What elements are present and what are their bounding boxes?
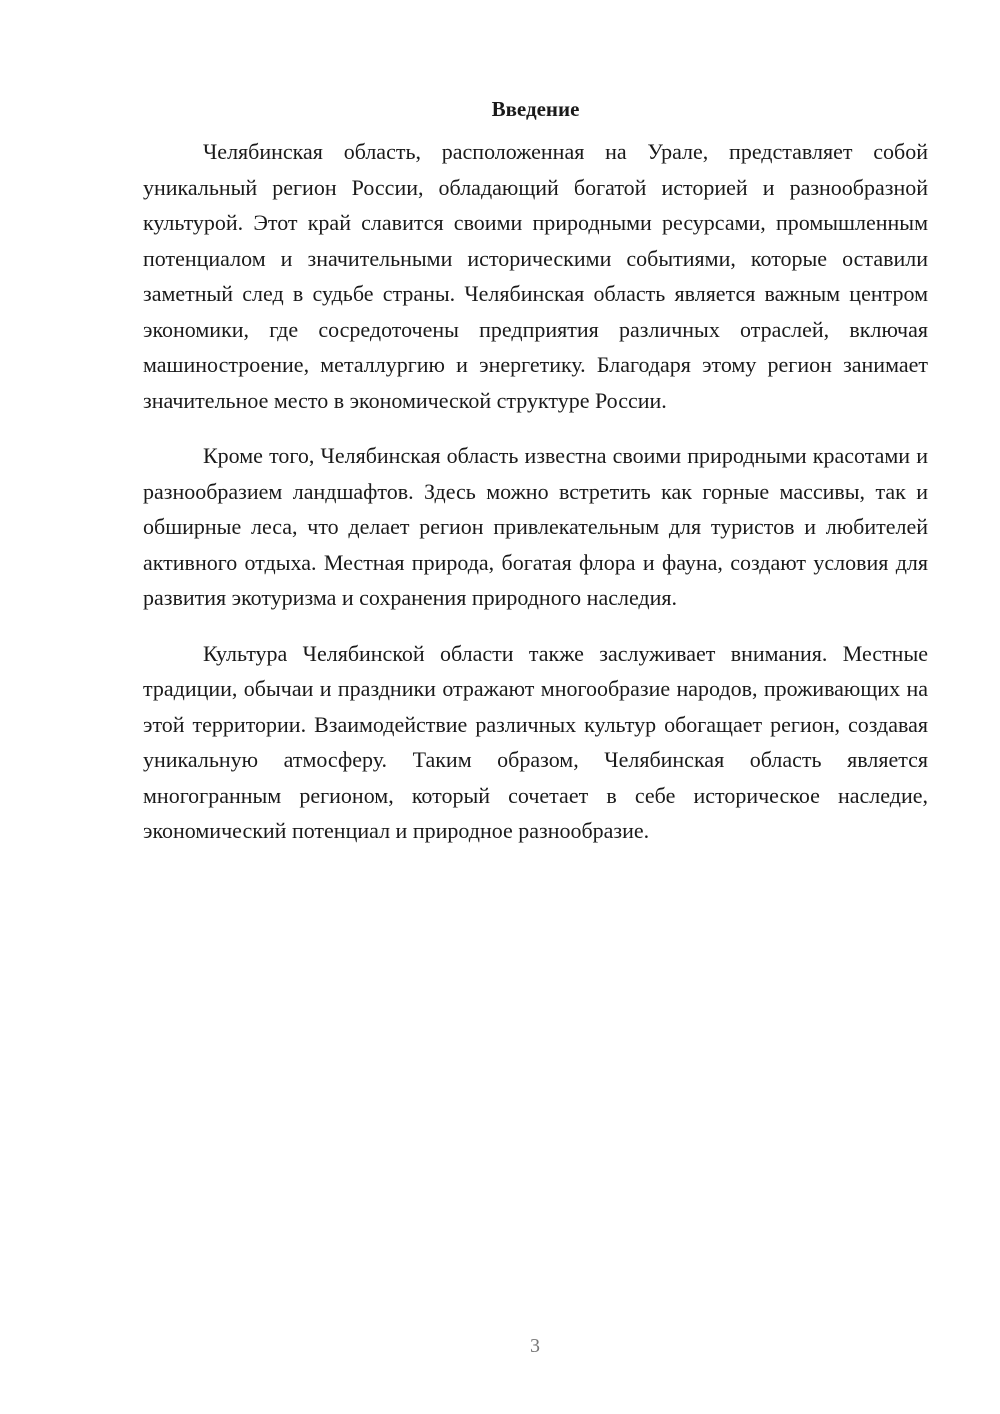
paragraph-1: Челябинская область, расположенная на Урале, представляет собой уникальный регион России, обладающий богатой историей и разнообразной культурой. Этот край славится своими природными ресурсами, промышленным потенциалом и значительными историческими событиями, которые оставили заметный след в судьбе страны. Челябинская область является важным центром экономики, где сосредоточены предприятия различных отраслей, включая машиностроение, металлургию и энергетику. Благодаря этому регион занимает значительное место в экономической структуре России. xyxy=(143,139,928,413)
paragraph-3: Культура Челябинской области также заслуживает внимания. Местные традиции, обычаи и праздники отражают многообразие народов, проживающих на этой территории. Взаимодействие различных культур обогащает регион, создавая уникальную атмосферу. Таким образом, Челябинская область является многогранным регионом, который сочетает в себе историческое наследие, экономический потенциал и природное разнообразие. xyxy=(143,640,928,843)
section-title: Введение xyxy=(491,97,580,121)
page-number: 3 xyxy=(530,1335,540,1357)
paragraph-2: Кроме того, Челябинская область известна своими природными красотами и разнообразием ландшафтов. Здесь можно встретить как горные массивы, так и обширные леса, что делает регион привлекательным для туристов и любителей активного отдыха. Местная природа, богатая флора и фауна, создают условия для развития экотуризма и сохранения природного наследия. xyxy=(143,443,928,610)
page-content xyxy=(143,94,928,869)
